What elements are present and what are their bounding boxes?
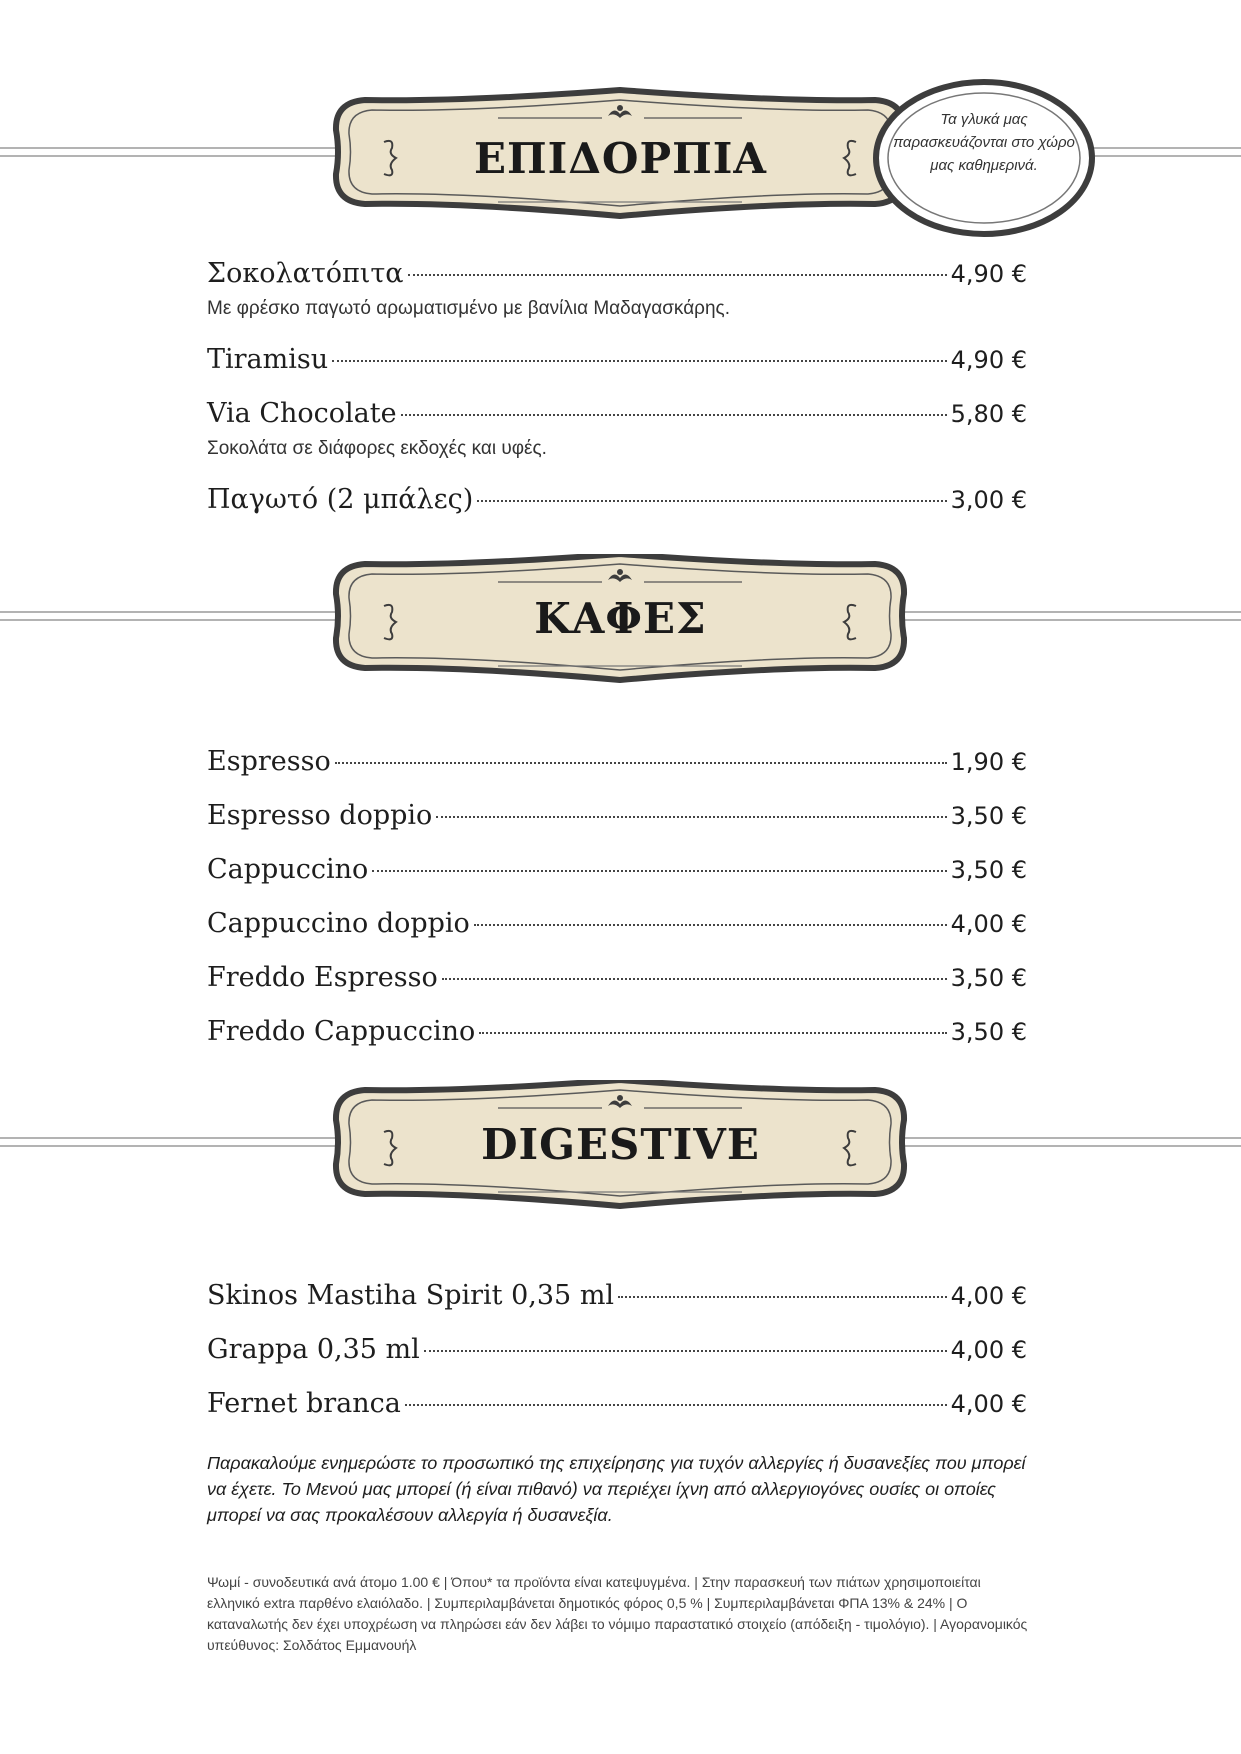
item-name: Espresso doppio (207, 800, 433, 831)
item-price: 4,00 € (950, 1390, 1027, 1418)
menu-item (207, 484, 1027, 520)
menu-item (207, 854, 1027, 890)
dot-leader (408, 274, 947, 276)
menu-item (207, 398, 1027, 434)
menu-item (207, 1280, 1027, 1316)
dot-leader (401, 414, 947, 416)
menu-item (207, 1016, 1027, 1052)
menu-item (207, 800, 1027, 836)
allergy-notice: Παρακαλούμε ενημερώστε το προσωπικό της επιχείρησης για τυχόν αλλεργίες ή δυσανεξίες που μπορεί να έχετε. Το Μενού μας μπορεί (ή είναι πιθανό) να περιέχει ίχνη από αλλεργιογόνες ουσίες οι οποίες μπορεί να σας προκαλέσουν αλλεργία ή δυσανεξία. (207, 1453, 1026, 1525)
item-name: Cappuccino (207, 854, 369, 885)
item-price: 3,50 € (950, 1018, 1027, 1046)
item-price: 4,00 € (950, 1282, 1027, 1310)
menu-item (207, 344, 1027, 380)
item-name: Tiramisu (207, 344, 329, 375)
dot-leader (618, 1296, 947, 1298)
dot-leader (442, 978, 947, 980)
menu-item (207, 1334, 1027, 1370)
item-price: 3,00 € (950, 486, 1027, 514)
section-note: Τα γλυκά μας παρασκευάζονται στο χώρο μας καθημερινά. (893, 111, 1075, 174)
item-name: Espresso (207, 746, 331, 777)
section-title: DIGESTIVE (481, 1120, 760, 1169)
menu-item (207, 746, 1027, 782)
item-price: 4,00 € (950, 910, 1027, 938)
dot-leader (424, 1350, 947, 1352)
footer-legal-notes: Ψωμί - συνοδευτικά ανά άτομο 1.00 € | Όπου* τα προϊόντα είναι κατεψυγμένα. | Στην παρασκευή των πιάτων χρησιμοποιείται ελληνικό extra παρθένο ελαιόλαδο. | Συμπεριλαμβάνεται δημοτικός φόρος 0,5 % | Συμπεριλαμβάνεται ΦΠΑ 13% & 24% | Ο καταναλωτής δεν έχει υποχρέωση να πληρώσει εάν δεν λάβει το νόμιμο παραστατικό στοιχείο (απόδειξη - τιμολόγιο). | Αγορανομικός υπεύθυνος: Σολδάτος Εμμανουήλ (207, 1574, 1028, 1653)
item-price: 4,90 € (950, 346, 1027, 374)
item-name: Via Chocolate (207, 398, 397, 429)
item-name: Cappuccino doppio (207, 908, 470, 939)
item-price: 5,80 € (950, 400, 1027, 428)
item-description: Σοκολάτα σε διάφορες εκδοχές και υφές. (207, 438, 547, 459)
item-name: Freddo Espresso (207, 962, 438, 993)
item-price: 4,00 € (950, 1336, 1027, 1364)
menu-item (207, 258, 1027, 294)
item-name: Grappa 0,35 ml (207, 1334, 420, 1365)
dot-leader (332, 360, 947, 362)
dot-leader (479, 1032, 946, 1034)
item-price: 1,90 € (950, 748, 1027, 776)
item-name: Fernet branca (207, 1388, 401, 1419)
item-name: Freddo Cappuccino (207, 1016, 476, 1047)
item-name: Παγωτό (2 μπάλες) (207, 484, 474, 515)
dot-leader (335, 762, 947, 764)
item-description: Με φρέσκο παγωτό αρωματισμένο με βανίλια Μαδαγασκάρης. (207, 298, 730, 319)
item-price: 3,50 € (950, 964, 1027, 992)
menu-item (207, 908, 1027, 944)
item-name: Σοκολατόπιτα (207, 258, 404, 289)
item-price: 3,50 € (950, 856, 1027, 884)
section-banner-desserts (0, 72, 1241, 262)
section-title: ΕΠΙΔΟΡΠΙΑ (474, 134, 767, 183)
dot-leader (372, 870, 946, 872)
item-name: Skinos Mastiha Spirit 0,35 ml (207, 1280, 615, 1311)
section-banner-digestive (0, 1080, 1241, 1270)
menu-item (207, 1388, 1027, 1424)
dot-leader (474, 924, 947, 926)
dot-leader (477, 500, 946, 502)
item-price: 3,50 € (950, 802, 1027, 830)
item-price: 4,90 € (950, 260, 1027, 288)
dot-leader (436, 816, 946, 818)
menu-item (207, 962, 1027, 998)
section-title: ΚΑΦΕΣ (534, 594, 707, 643)
section-banner-coffee (0, 554, 1241, 744)
dot-leader (405, 1404, 947, 1406)
